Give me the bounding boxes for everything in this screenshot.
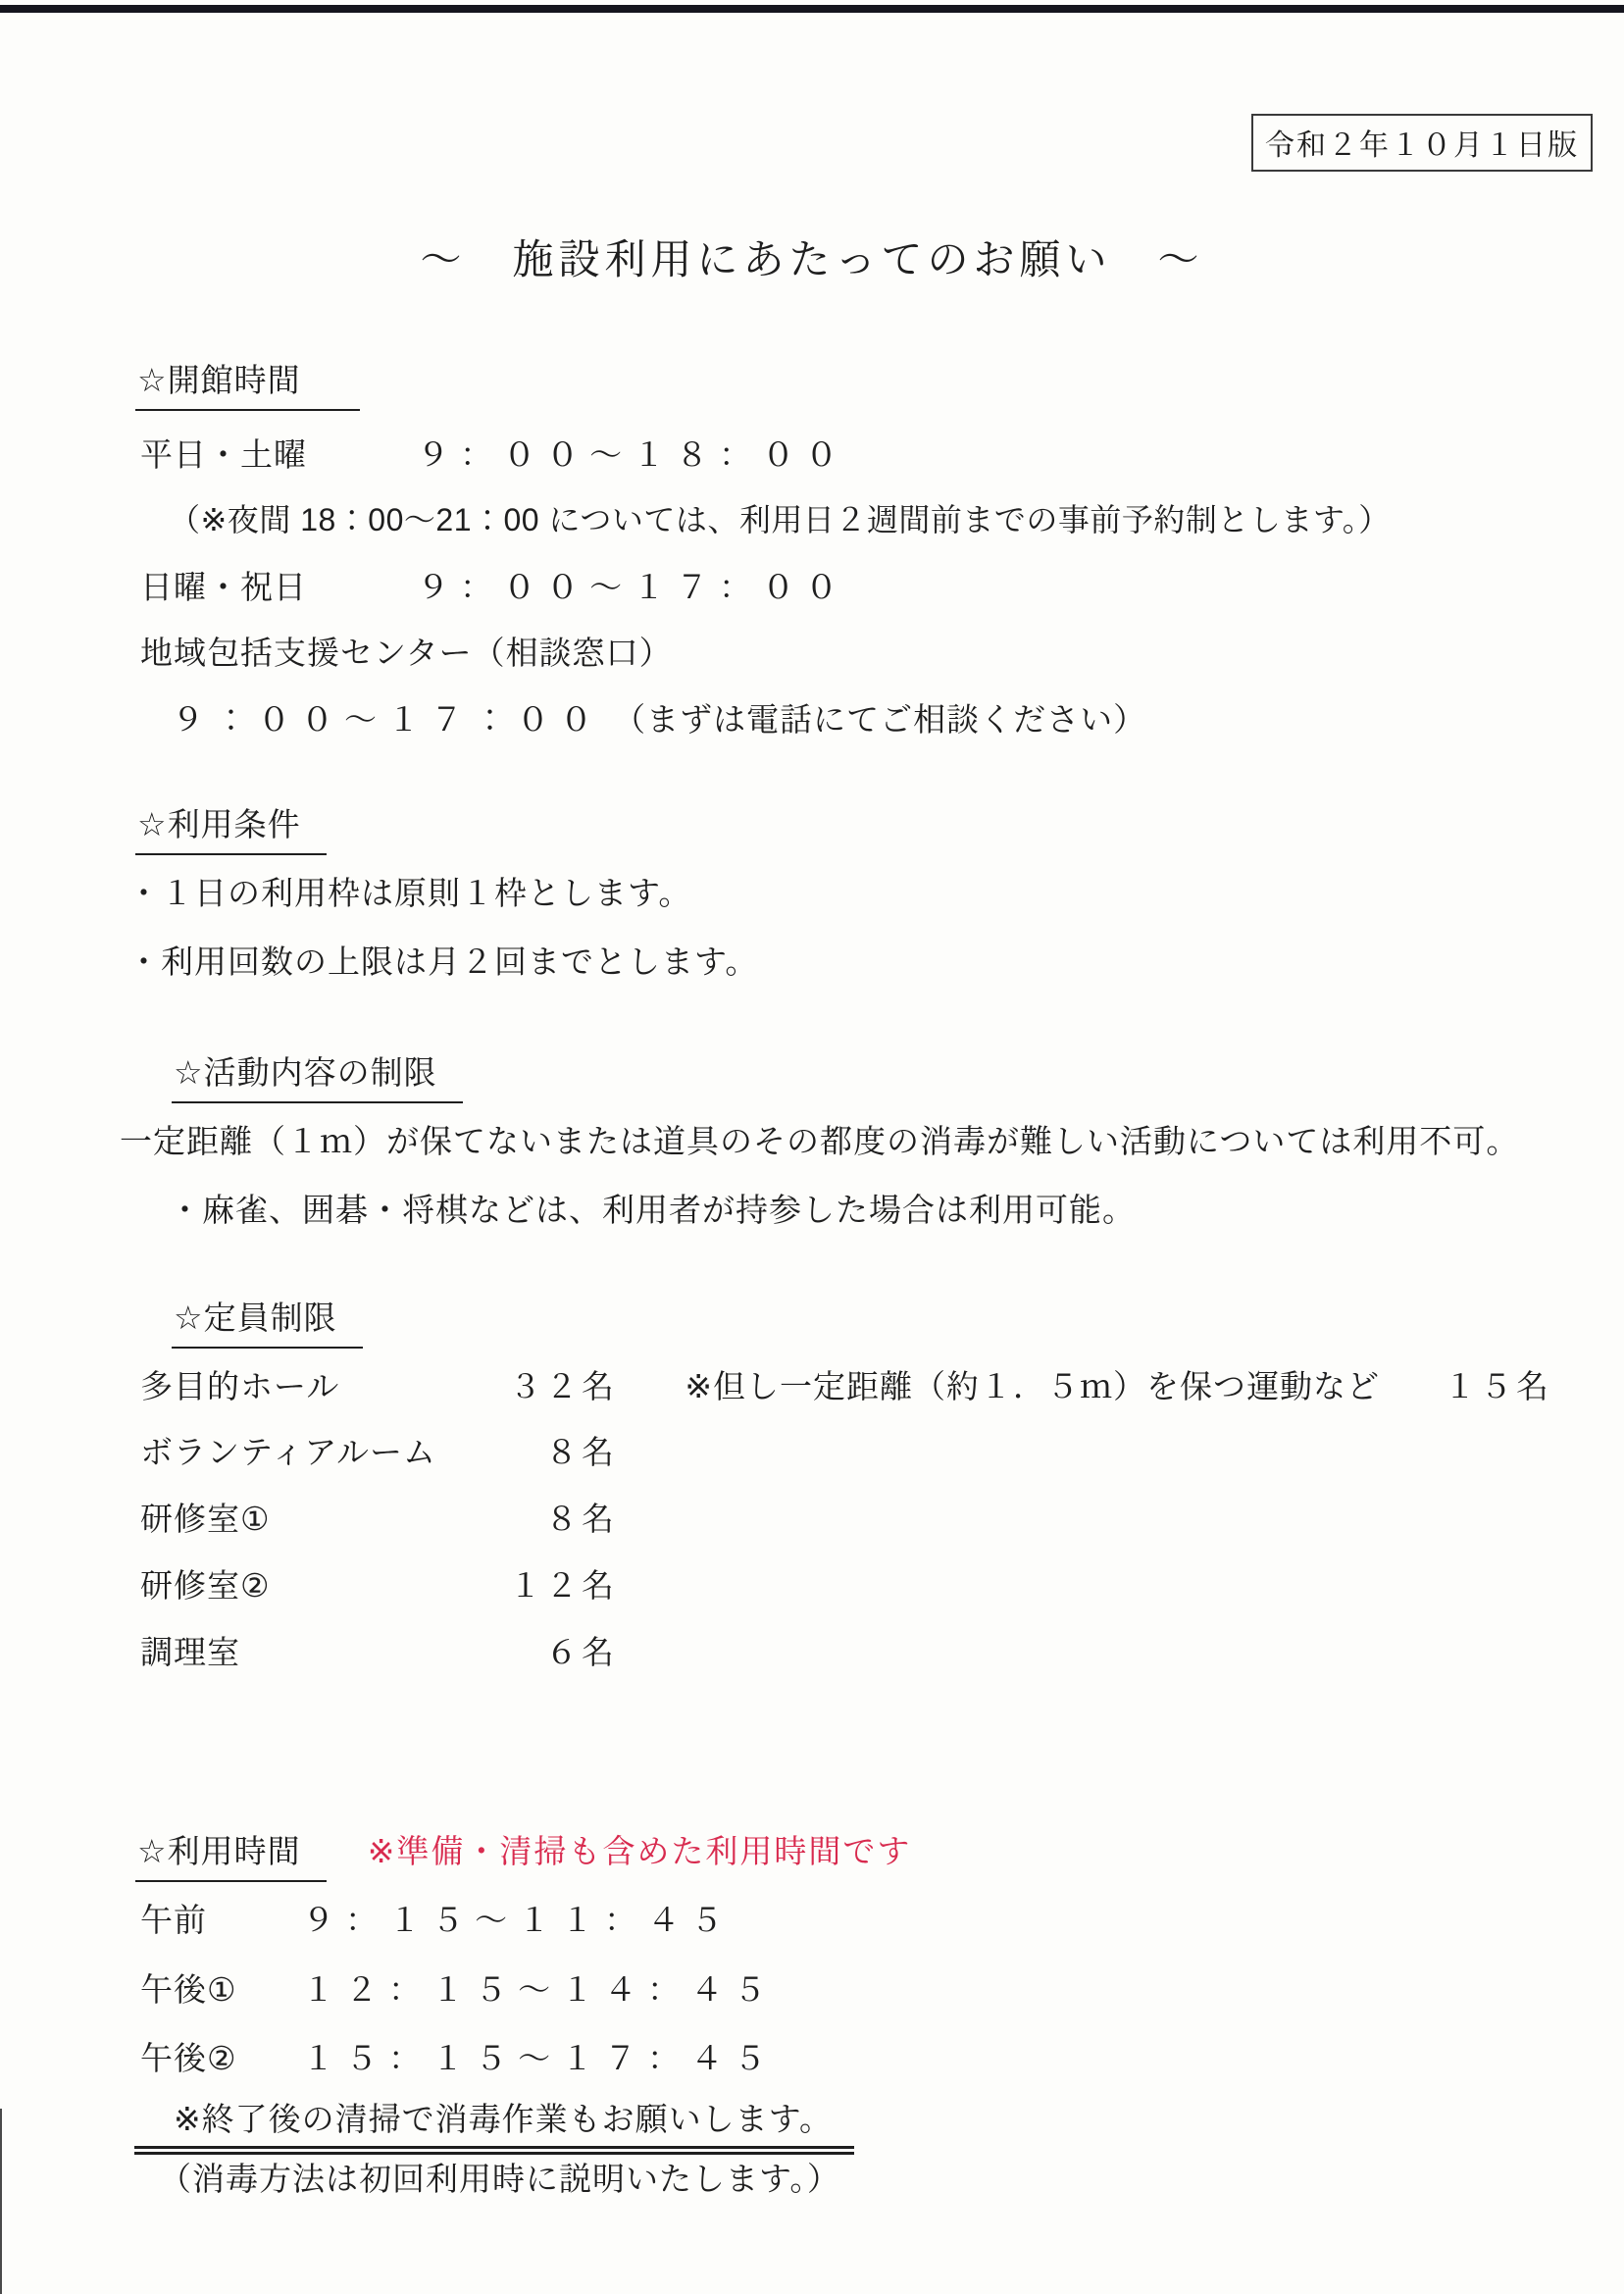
support-center-line: 地域包括支援センター（相談窓口） <box>140 635 673 671</box>
time-slot-row <box>140 1895 734 1941</box>
section-usage-time-heading <box>135 1826 911 1882</box>
capacity-distance-note: ※但し一定距離（約１．５ｍ）を保つ運動など <box>685 1368 1380 1404</box>
capacity-distance-note-capacity: １５名 <box>1444 1368 1553 1404</box>
support-center-suffix: （まずは電話にてご相談ください） <box>613 701 1147 738</box>
capacity-row <box>140 1627 618 1673</box>
section-opening-hours-heading <box>135 355 360 411</box>
section-capacity-limits-heading <box>172 1293 363 1349</box>
activity-restriction-exception: ・麻雀、囲碁・将棋などは、利用者が持参した場合は利用可能。 <box>169 1192 1136 1228</box>
capacity-limits-heading-text: ☆定員制限 <box>172 1293 363 1349</box>
room-name: ボランティアルーム <box>140 1434 437 1470</box>
slot-label: 午前 <box>140 1902 207 1938</box>
weekday-label: 平日・土曜 <box>140 436 307 473</box>
slot-label: 午後② <box>140 2040 237 2076</box>
room-capacity: ３２名 <box>509 1368 619 1404</box>
capacity-row <box>140 1560 618 1606</box>
cleaning-sub-note-line: （消毒方法は初回利用時に説明いたします。） <box>159 2161 840 2197</box>
room-name: 多目的ホール <box>140 1368 340 1404</box>
activity-restriction-rule: 一定距離（１ｍ）が保てないまたは道具のその都度の消毒が難しい活動については利用不可。 <box>120 1123 1520 1159</box>
scan-artifact-left-edge <box>0 2109 2 2294</box>
room-capacity: １２名 <box>509 1567 619 1604</box>
cleaning-note-text: ※終了後の清掃で消毒作業もお願いします。 <box>134 2094 854 2155</box>
room-capacity: ８名 <box>545 1434 619 1470</box>
support-center-time: ９：００～１７：００ <box>172 701 603 738</box>
usage-conditions-heading-text: ☆利用条件 <box>135 799 327 855</box>
slot-label: 午後① <box>140 1971 237 2008</box>
page-title: ～ 施設利用にあたってのお願い ～ <box>420 236 1204 282</box>
night-reservation-note: （※夜間 18：00～21：00 については、利用日２週間前までの事前予約制とします。） <box>169 502 1391 537</box>
usage-time-heading-text: ☆利用時間 <box>135 1826 327 1882</box>
room-capacity: ８名 <box>545 1501 619 1537</box>
opening-hours-sunday-row <box>140 562 848 608</box>
weekday-time: ９：００～１８：００ <box>417 436 849 473</box>
opening-hours-heading-text: ☆開館時間 <box>135 355 360 411</box>
time-slot-row <box>140 1964 777 2011</box>
activity-restrictions-heading-text: ☆活動内容の制限 <box>172 1047 463 1103</box>
room-name: 研修室① <box>140 1501 271 1537</box>
room-capacity: ６名 <box>545 1634 619 1670</box>
version-date-box: 令和２年１０月１日版 <box>1251 114 1593 172</box>
capacity-row <box>140 1361 1552 1407</box>
section-usage-conditions-heading <box>135 799 327 855</box>
room-name: 調理室 <box>140 1634 240 1670</box>
opening-hours-weekday-row <box>140 430 848 476</box>
slot-time: １５：１５～１７：４５ <box>302 2040 778 2076</box>
capacity-row <box>140 1427 618 1473</box>
usage-time-red-note: ※準備・清掃も含めた利用時間です <box>367 1833 912 1869</box>
scan-artifact-top-edge <box>0 5 1624 13</box>
capacity-row <box>140 1494 618 1540</box>
sunday-time: ９：００～１７：００ <box>417 569 849 605</box>
cleaning-note-line <box>134 2094 854 2155</box>
slot-time: ９：１５～１１：４５ <box>302 1902 735 1938</box>
room-name: 研修室② <box>140 1567 271 1604</box>
sunday-label: 日曜・祝日 <box>140 569 307 605</box>
usage-condition-item: ・１日の利用枠は原則１枠とします。 <box>127 875 692 911</box>
support-center-time-line <box>172 694 1146 740</box>
time-slot-row <box>140 2033 777 2079</box>
usage-condition-item: ・利用回数の上限は月２回までとします。 <box>127 943 759 980</box>
slot-time: １２：１５～１４：４５ <box>302 1971 778 2008</box>
section-activity-restrictions-heading <box>172 1047 463 1103</box>
